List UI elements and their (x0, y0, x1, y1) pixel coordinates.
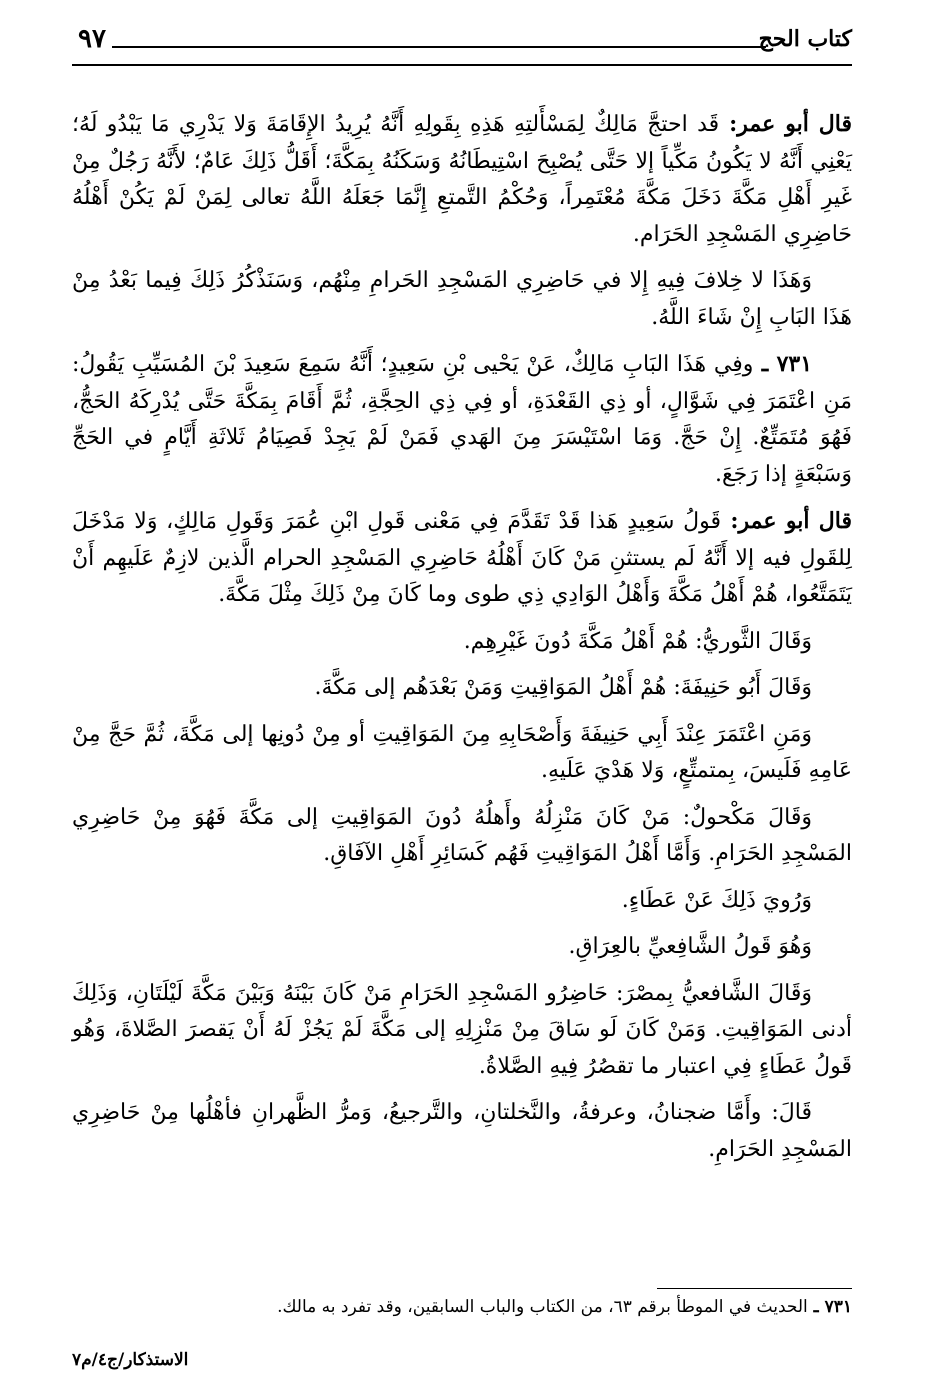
paragraph-text: وَرُويَ ذَلِكَ عَنْ عَطَاءٍ. (621, 887, 812, 913)
paragraph (72, 106, 852, 253)
paragraph-lead: قال أبو عمر: (719, 111, 852, 137)
paragraph (72, 263, 852, 336)
paragraph-text: وفِي هَذَا البَابِ مَالِكٌ، عَنْ يَحْيى بْنِ سَعِيدٍ؛ أَنَّهُ سَمِعَ سَعِيدَ بْنَ المُسَيِّبِ يَقُولُ: مَنِ اعْتَمَرَ فِي شَوَّالٍ، أو ذِي القَعْدَةِ، أو فِي ذِي الحِجَّةِ، ثُمَّ أَقَامَ بِمَكَّةَ حَتَّى يُدْرِكَهُ الحَجُّ، فَهُوَ مُتَمَتِّعٌ. إِنْ حَجَّ. وَمَا اسْتَيْسَرَ مِنَ الهَدي فَمَنْ لَمْ يَجِدْ فَصِيَامُ ثَلاثَةِ أَيَّامٍ في الحَجِّ وَسَبْعَةٍ إذا رَجَعَ. (72, 352, 852, 487)
paragraph-text: قَالَ: وأَمَّا ضجنانُ، وعرفةُ، والنَّخلتانِ، والتَّرجيعُ، وَمرُّ الظَّهرانِ فأهْلُها مِنْ حَاضِرِي المَسْجِدِ الحَرَامِ. (72, 1100, 852, 1162)
paragraph-text: وَقَالَ أَبُو حَنِيفَةَ: هُمْ أَهْلُ المَوَاقِيتِ وَمَنْ بَعْدَهُم إلى مَكَّةَ. (314, 675, 812, 700)
hadith-paragraph (72, 346, 852, 493)
paragraph (72, 1095, 852, 1168)
footnotes (72, 1288, 852, 1317)
paragraph-text: قَولُ سَعِيدٍ هَذا قَدْ تَقَدَّمَ فِي مَعْنى قَولِ ابْنِ عُمَرَ وَقَولِ مَالِكٍ، وَلا مَدْخَلَ لِلقَولِ فيه إلا أَنَّهُ لَم يستثنِ مَنْ كَانَ أَهْلُهُ حَاضِرِي المَسْجِدِ الحرام الَّذين لازِمٌ عَلَيهِم أَنْ يَتَمَتَّعُوا، هُمْ أَهْلُ مَكَّةَ وَأَهْلُ الوَادِي ذِي طوى وما كَانَ مِنْ ذَلِكَ مِثْلَ مَكَّةَ. (72, 509, 852, 607)
paragraph-text: وَمَنِ اعْتَمَرَ عِنْدَ أَبِي حَنِيفَةَ وَأَصْحَابِهِ مِنَ المَوَاقِيتِ أو مِنْ دُونِها إلى مَكَّةَ، ثُمَّ حَجَّ مِنْ عَامِهِ فَلَيسَ، بِمتمتِّعٍ، وَلا هَدْيَ عَلَيهِ. (72, 721, 852, 783)
volume-signature: الاستذكار/ج٤/م٧ (72, 1350, 189, 1370)
page-header (72, 18, 852, 66)
paragraph-text: وَقَالَ مَكْحولٌ: مَنْ كَانَ مَنْزِلُهُ وأَهلُهُ دُونَ المَوَاقِيتِ إلى مَكَّةَ فَهُوَ مِنْ حَاضِرِي المَسْجِدِ الحَرَامِ. وَأَمَّا أَهْلُ المَوَاقِيتِ فَهُم كَسَائِرِ أَهْلِ الآفَاقِ. (72, 804, 852, 866)
paragraph (72, 976, 852, 1086)
paragraph (72, 800, 852, 873)
footnote-text: الحديث في الموطأ برقم ٦٣، من الكتاب والباب السابقين، وقد تفرد به مالك. (277, 1297, 808, 1317)
footnote-number: ٧٣١ ـ (807, 1297, 852, 1317)
paragraph-text: وَهَذَا لا خِلافَ فِيهِ إِلا في حَاضِرِي المَسْجِدِ الحَرامِ مِنْهُم، وَسَنَذْكُرُ ذَلِكَ فِيما بَعْدُ مِنْ هَذَا البَابِ إِنْ شَاءَ اللَّهُ. (72, 268, 852, 330)
paragraph (72, 503, 852, 614)
footnote-rule (657, 1288, 852, 1289)
paragraph-lead: قال أبو عمر: (721, 508, 853, 534)
book-title: كتاب الحج (758, 26, 852, 52)
paragraph (72, 624, 852, 661)
paragraph (72, 670, 852, 707)
paragraph (72, 883, 852, 920)
paragraph-text: وَقَالَ الشَّافعيُّ بِمصْرَ: حَاضِرُو المَسْجِدِ الحَرَامِ مَنْ كَانَ بَيْنَهُ وَبَيْنَ مَكَّةَ لَيْلَتَانِ، وَذَلِكَ أدنى المَوَاقِيتِ. وَمَنْ كَانَ لَو سَاقَ مِنْ مَنْزِلِهِ إلى مَكَّةَ لَمْ يَجُزْ لَهُ أَنْ يَقصرَ الصَّلاةَ، وَهُو قَولُ عَطَاءٍ فِي اعتبار ما تقصُرُ فِيهِ الصَّلاةُ. (72, 980, 852, 1079)
footnote (72, 1297, 852, 1317)
page-body (72, 66, 852, 1168)
page-number: ٩٧ (78, 24, 106, 54)
hadith-number: ٧٣١ ـ (753, 351, 813, 377)
paragraph-text: وَقَالَ الثَّوريُّ: هُمْ أَهْلُ مَكَّةَ دُونَ غَيْرِهِم. (463, 628, 812, 654)
paragraph (72, 929, 852, 966)
paragraph-text: قَد احتجَّ مَالِكٌ لِمَسْأَلتِهِ هَذِهِ بِقَولِهِ أَنَّهُ يُرِيدُ الإِقَامَةَ وَلا يَدْرِي مَا يَبْدُو لَهُ؛ يَعْنِي أَنَّهُ لا يَكُونُ مَكِّياً إلا حَتَّى يُصْبِحَ اسْتِيطَانُهُ وَسَكَنُهُ بِمَكَّةَ؛ أَقَلُّ ذَلِكَ عَامٌ؛ لأَنَّهُ رَجُلٌ مِنْ غَيرِ أَهْلِ مَكَّةَ دَخَلَ مَكَّةَ مُعْتَمِراً، وَحُكْمُ التَّمتعِ إِنَّمَا جَعَلَهُ اللَّهُ تعالى لِمَنْ لَمْ يَكُنْ أَهْلُهُ حَاضِرِي المَسْجِدِ الحَرَام. (72, 112, 852, 247)
book-page (72, 18, 852, 1378)
paragraph (72, 717, 852, 790)
paragraph-text: وَهُوَ قَولُ الشَّافِعيِّ بالعِرَاقِ. (568, 934, 812, 959)
header-rule (112, 46, 766, 48)
